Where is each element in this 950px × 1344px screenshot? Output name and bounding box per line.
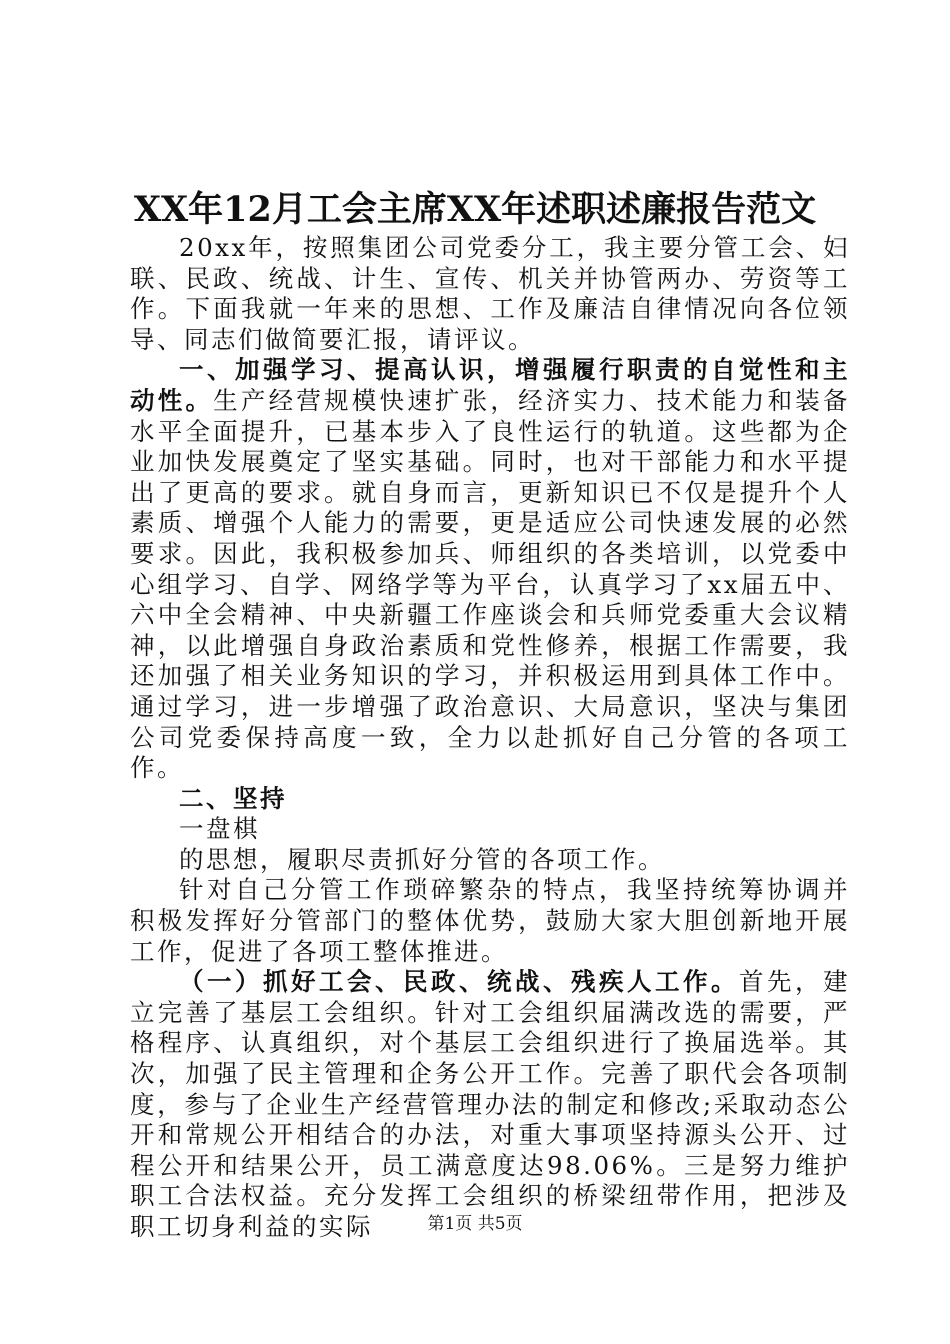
page-footer: 第1页 共5页 (427, 1214, 523, 1234)
paragraph-overview: 针对自己分管工作琐碎繁杂的特点，我坚持统筹协调并积极发挥好分管部门的整体优势，鼓励大家大胆创新地开展工作，促进了各项工整体推进。 (130, 875, 850, 966)
paragraph-yipanqi: 一盘棋 (179, 814, 260, 844)
section-1-body: 生产经营规模快速扩张，经济实力、技术能力和装备水平全面提升，已基本步入了良性运行的轨道。这些都为企业加快发展奠定了坚实基础。同时，也对干部能力和水平提出了更高的要求。就自身而言，更新知识已不仅是提升个人素质、增强个人能力的需要，更是适应公司快速发展的必然要求。因此，我积极参加兵、师组织的各类培训，以党委中心组学习、自学、网络学等为平台，认真学习了xx届五中、六中全会精神、中央新疆工作座谈会和兵师党委重大会议精神，以此增强自身政治素质和党性修养，根据工作需要，我还加强了相关业务知识的学习，并积极运用到具体工作中。通过学习，进一步增强了政治意识、大局意识，坚决与集团公司党委保持高度一致，全力以赴抓好自己分管的各项工作。 (130, 385, 851, 783)
paragraph-subsection-1 (130, 967, 850, 1242)
paragraph-section-2-continued: 的思想，履职尽责抓好分管的各项工作。 (179, 844, 665, 874)
section-1-heading: 一、加强学习、提高认识，增强履行职责的自觉性和主动性。 (130, 355, 850, 415)
subsection-1-body: 首先，建立完善了基层工会组织。针对工会组织届满改选的需要，严格程序、认真组织，对个基层工会组织进行了换届选举。其次，加强了民主管理和企务公开工作。完善了职代会各项制度，参与了企业生产经营管理办法的制定和修改;采取动态公开和常规公开相结合的办法，对重大事项坚持源头公开、过程公开和结果公开，员工满意度达98.06%。三是努力维护职工合法权益。充分发挥工会组织的桥梁纽带作用，把涉及职工切身利益的实际 (130, 967, 850, 1241)
paragraph-section-1 (130, 355, 850, 783)
section-2-heading: 二、坚持 (179, 783, 287, 813)
paragraph-intro: 20xx年，按照集团公司党委分工，我主要分管工会、妇联、民政、统战、计生、宣传、机关并协管两办、劳资等工作。下面我就一年来的思想、工作及廉洁自律情况向各位领导、同志们做简要汇报，请评议。 (130, 233, 850, 354)
subsection-1-heading: （一）抓好工会、民政、统战、残疾人工作。 (179, 967, 739, 997)
document-body (130, 233, 850, 1243)
document-title: XX年12月工会主席XX年述职述廉报告范文 (133, 189, 817, 230)
